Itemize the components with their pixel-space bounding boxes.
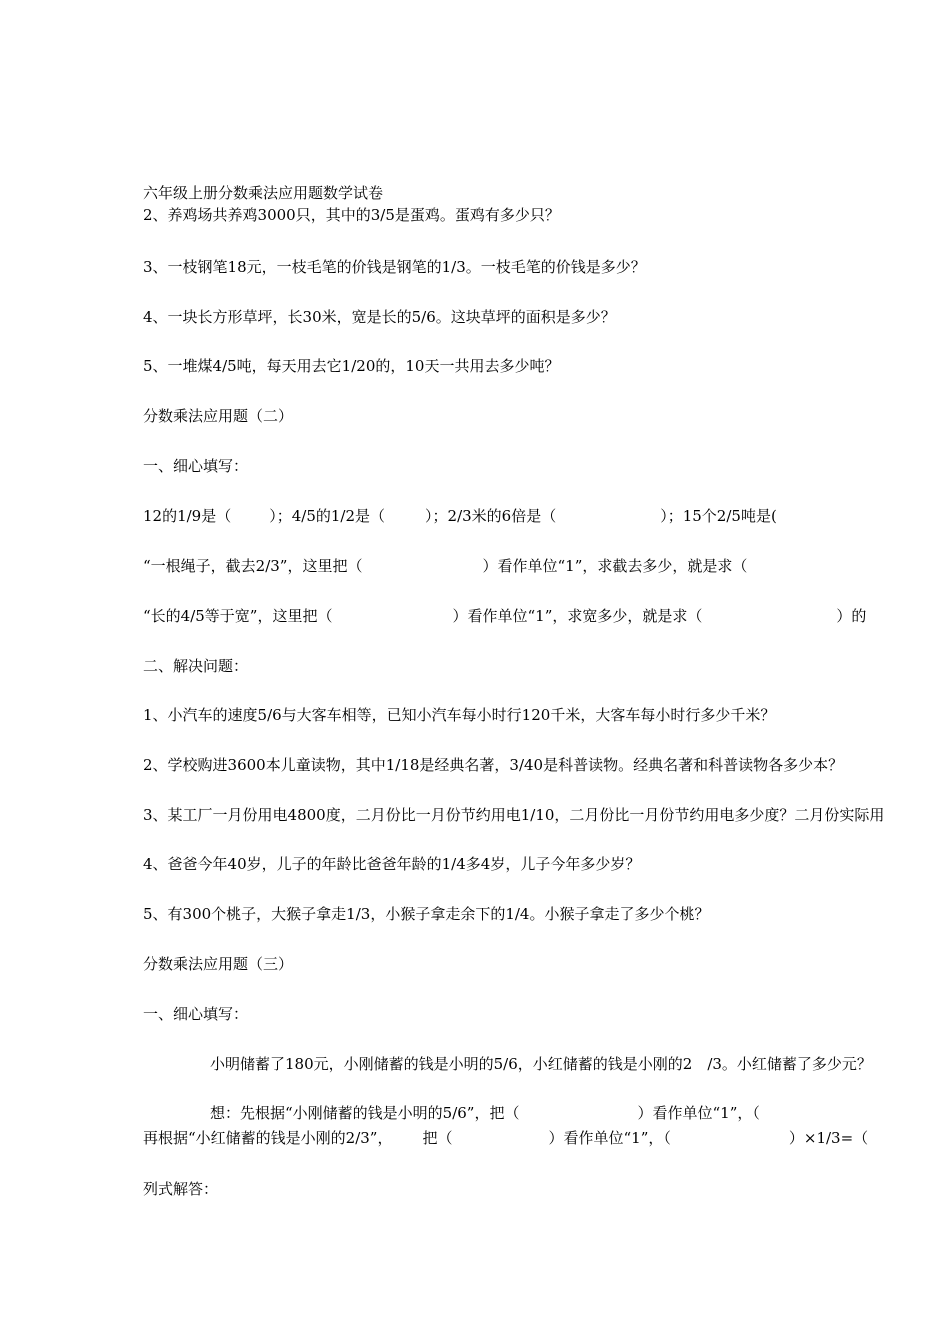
fill-text: ）看作单位“1”，求宽多少，就是求（: [452, 607, 703, 625]
fill-text: ）看作单位“1”，求截去多少，就是求（: [482, 557, 748, 575]
question-4: 4、一块长方形草坪，长30米，宽是长的5/6。这块草坪的面积是多少？: [143, 308, 616, 326]
think-text: 再根据“小红储蓄的钱是小刚的2/3”，: [143, 1129, 393, 1147]
problem-1: 1、小汽车的速度5/6与大客车相等，已知小汽车每小时行120千米，大客车每小时行多少千米？: [143, 706, 776, 724]
think-text: ）×1/3=（: [788, 1129, 869, 1147]
section-3-problem: 小明储蓄了180元，小刚储蓄的钱是小明的5/6，小红储蓄的钱是小刚的2 /3。小红储蓄了多少元？: [210, 1055, 872, 1073]
problem-4: 4、爸爸今年40岁，儿子的年龄比爸爸年龄的1/4多4岁，儿子今年多少岁？: [143, 855, 641, 873]
problem-3: 3、某工厂一月份用电4800度，二月份比一月份节约用电1/10，二月份比一月份节约用电多少度？二月份实际用: [143, 806, 885, 824]
page-title: 六年级上册分数乘法应用题数学试卷: [143, 184, 384, 202]
section-2-part-2-heading: 二、解决问题：: [143, 657, 249, 675]
question-3: 3、一枝钢笔18元，一枝毛笔的价钱是钢笔的1/3。一枝毛笔的价钱是多少？: [143, 258, 646, 276]
think-text: 把（: [422, 1129, 453, 1147]
question-5: 5、一堆煤4/5吨，每天用去它1/20的，10天一共用去多少吨？: [143, 357, 560, 375]
section-2-title: 分数乘法应用题（二）: [143, 407, 294, 425]
problem-2: 2、学校购进3600本儿童读物，其中1/18是经典名著，3/40是科普读物。经典名著和科普读物各多少本？: [143, 756, 844, 774]
fill-text: “长的4/5等于宽”，这里把（: [143, 607, 333, 625]
fill-text: ）的: [836, 607, 867, 625]
think-text: 想：先根据“小刚储蓄的钱是小明的5/6”，把（: [210, 1104, 520, 1122]
fill-blank-line-1: [143, 507, 777, 525]
fill-text: ）；4/5的1/2是（: [269, 507, 386, 525]
think-line-2: [143, 1129, 868, 1147]
fill-text: 12的1/9是（: [143, 507, 232, 525]
think-text: ）看作单位“1”，（: [637, 1104, 760, 1122]
fill-blank-line-3: [143, 607, 866, 625]
question-2: 2、养鸡场共养鸡3000只，其中的3/5是蛋鸡。蛋鸡有多少只？: [143, 206, 560, 224]
problem-5: 5、有300个桃子，大猴子拿走1/3，小猴子拿走余下的1/4。小猴子拿走了多少个桃？: [143, 905, 710, 923]
section-3-title: 分数乘法应用题（三）: [143, 955, 294, 973]
section-2-part-1-heading: 一、细心填写：: [143, 457, 249, 475]
fill-text: “一根绳子，截去2/3”，这里把（: [143, 557, 363, 575]
think-text: ）看作单位“1”，（: [548, 1129, 671, 1147]
fill-blank-line-2: [143, 557, 747, 575]
fill-text: ）；15个2/5吨是(: [660, 507, 777, 525]
fill-text: ）；2/3米的6倍是（: [425, 507, 557, 525]
answer-label: 列式解答：: [143, 1180, 219, 1198]
think-line-1: [210, 1104, 760, 1122]
section-3-part-1-heading: 一、细心填写：: [143, 1005, 249, 1023]
